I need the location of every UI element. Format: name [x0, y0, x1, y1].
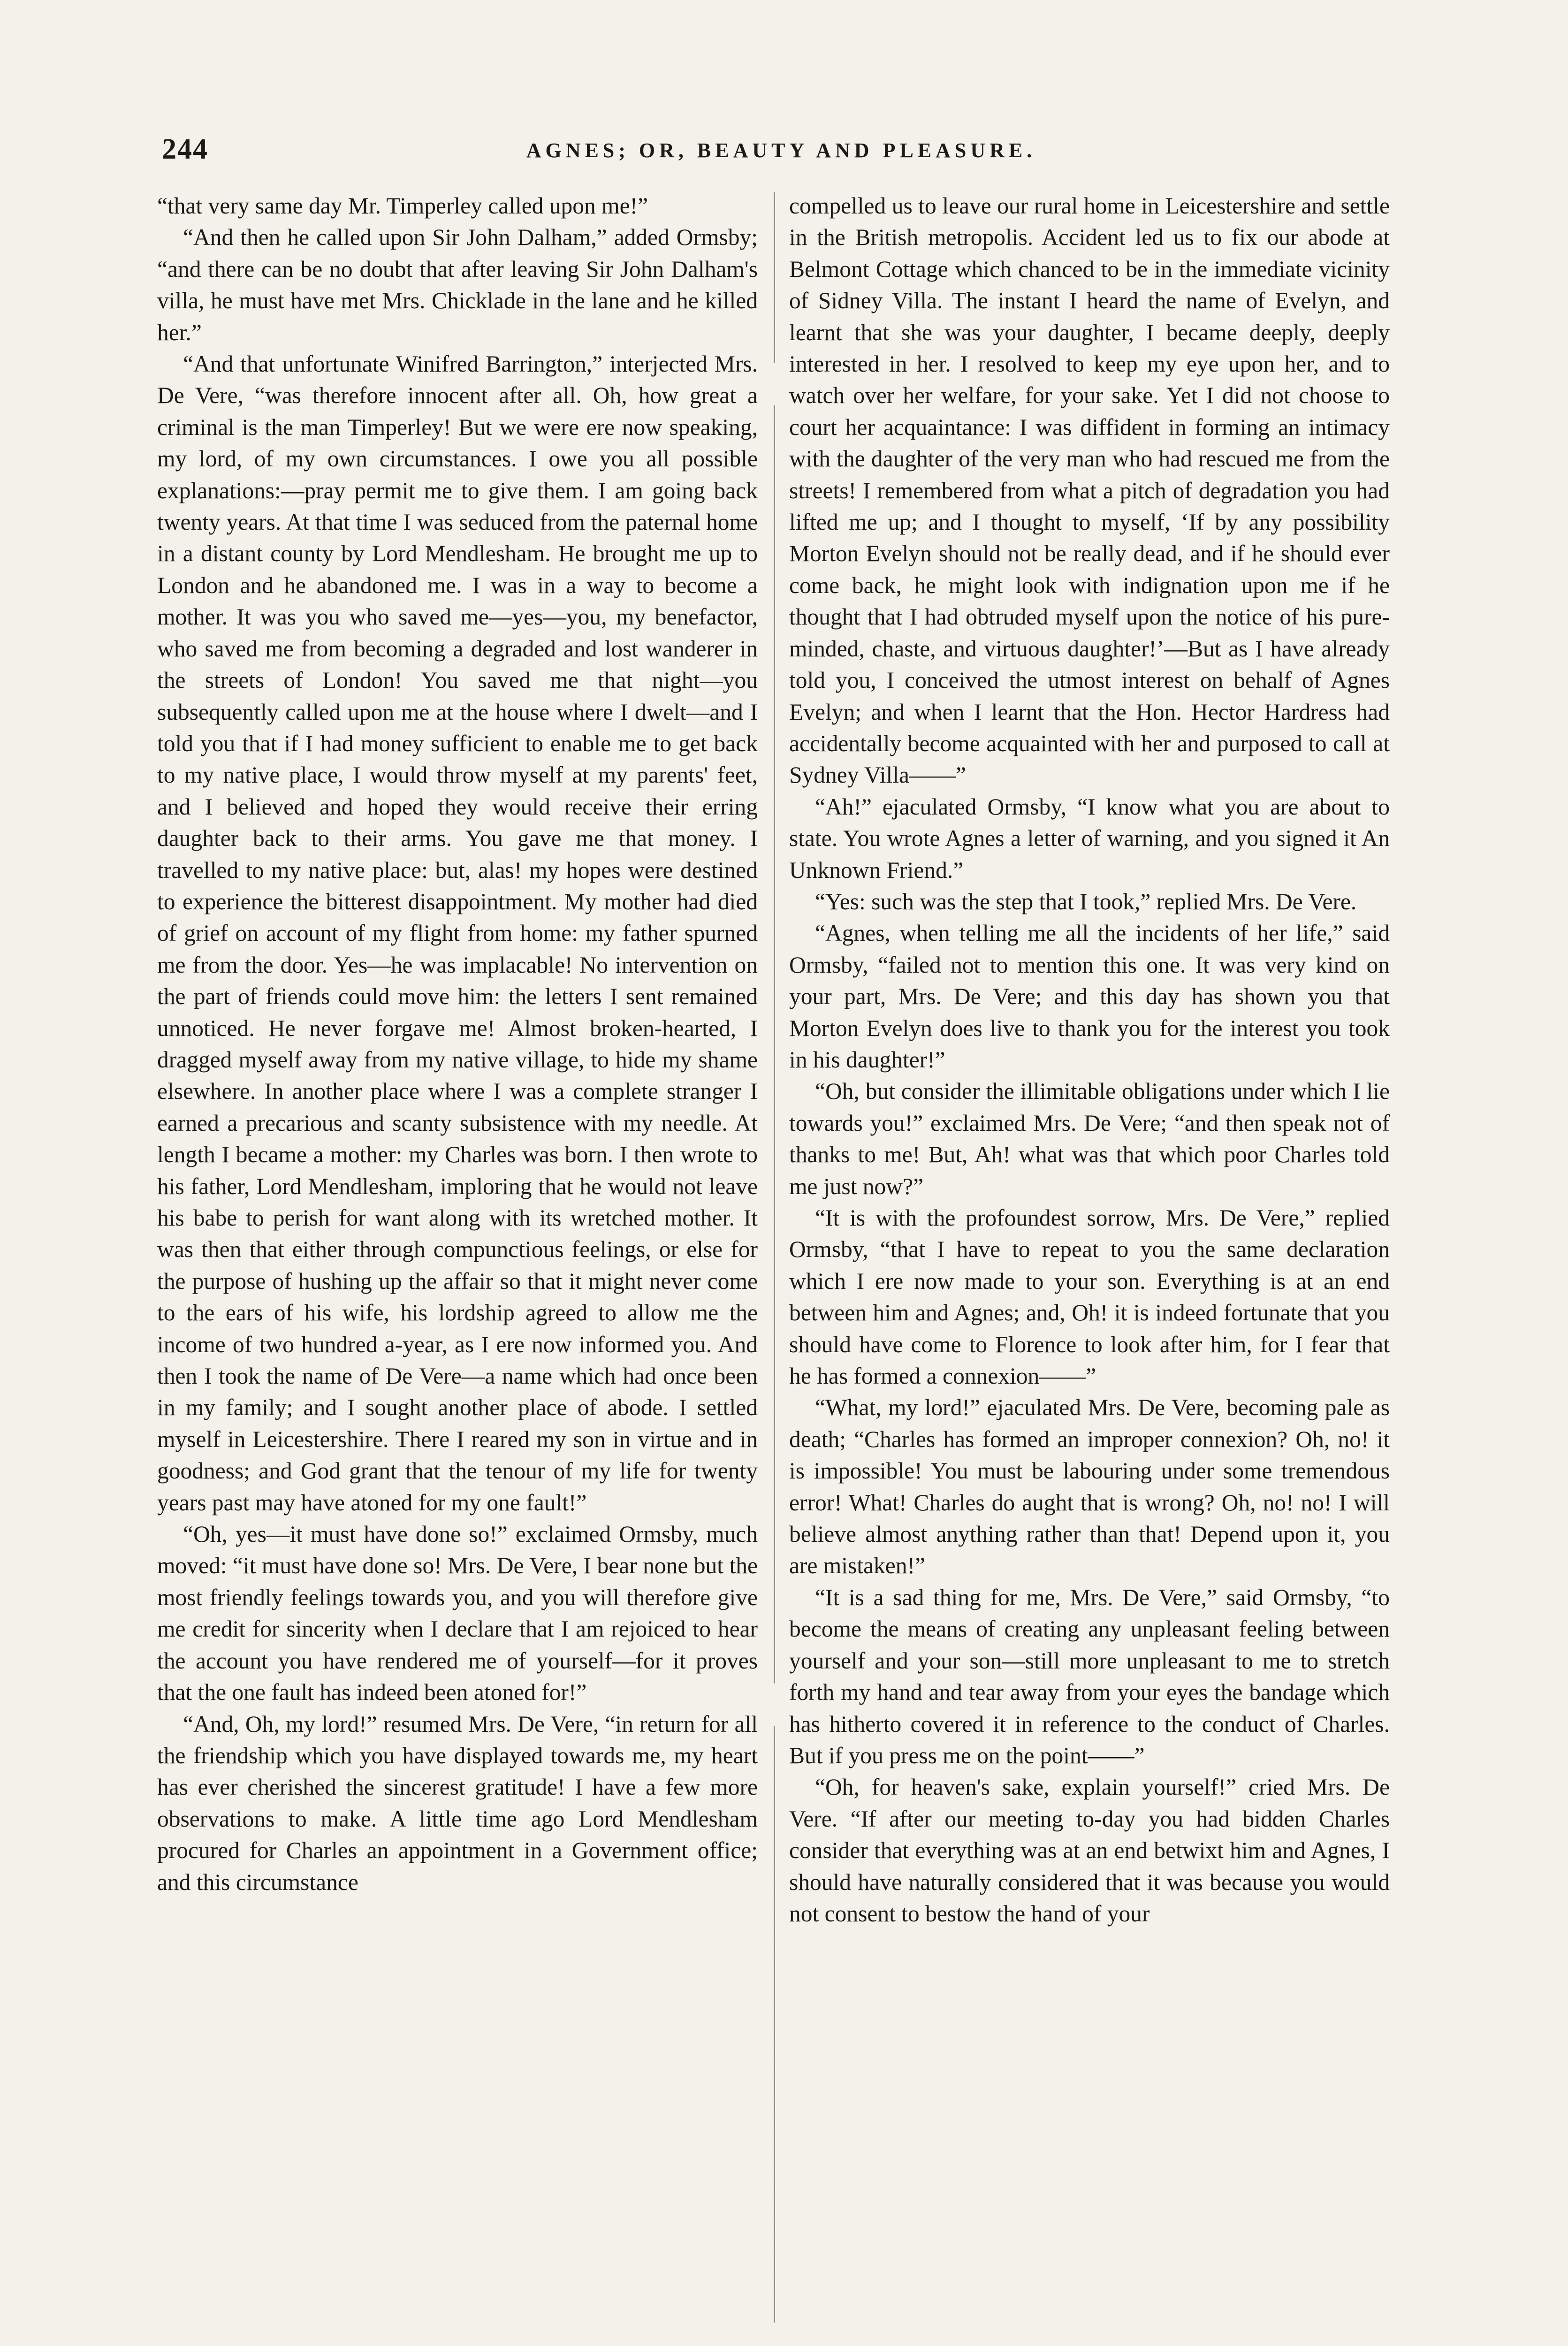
paragraph: “And, Oh, my lord!” resumed Mrs. De Vere, “in return for all the friendship which you have displayed towards me, my heart has ever cherished the sincerest gratitude! I have a few more observations to make. A little time ago Lord Mendlesham procured for Charles an appointment in a Government office; and this circumstance [157, 1711, 758, 1895]
paragraph: “What, my lord!” ejaculated Mrs. De Vere, becoming pale as death; “Charles has formed an improper connexion? Oh, no! it is impossible! You must be labouring under some tremendous error! What! Charles do aught that is wrong? Oh, no! no! I will believe almost anything rather than that! Depend upon it, you are mistaken!” [789, 1394, 1390, 1579]
running-title: AGNES; OR, BEAUTY AND PLEASURE. [526, 139, 1036, 162]
right-column [789, 190, 1390, 1929]
paragraph: “And then he called upon Sir John Dalham,” added Ormsby; “and there can be no doubt that after leaving Sir John Dalham's villa, he must have met Mrs. Chicklade in the lane and he killed her.” [157, 224, 758, 345]
paragraph: “It is with the profoundest sorrow, Mrs. De Vere,” replied Ormsby, “that I have to repeat to you the same declaration which I ere now made to your son. Everything is at an end between him and Agnes; and, Oh! it is indeed fortunate that you should have come to Florence to look after him, for I fear that he has formed a connexion——” [789, 1205, 1390, 1389]
page-header [162, 133, 1401, 166]
paragraph: “It is a sad thing for me, Mrs. De Vere,” said Ormsby, “to become the means of creating any unpleasant feeling between yourself and your son—still more unpleasant to me to stretch forth my hand and tear away from your eyes the bandage which has hitherto covered it in reference to the conduct of Charles. But if you press me on the point——” [789, 1584, 1390, 1768]
paragraph: “Yes: such was the step that I took,” replied Mrs. De Vere. [815, 888, 1357, 914]
paragraph: “Oh, for heaven's sake, explain yourself!” cried Mrs. De Vere. “If after our meeting to-day you had bidden Charles consider that everything was at an end betwixt him and Agnes, I should have naturally considered that it was because you would not consent to bestow the hand of your [789, 1774, 1390, 1927]
paragraph: “Oh, yes—it must have done so!” exclaimed Ormsby, much moved: “it must have done so! Mrs. De Vere, I bear none but the most friendly feelings towards you, and you will therefore give me credit for sincerity when I declare that I am rejoiced to hear the account you have rendered me of yourself—for it proves that the one fault has indeed been atoned for!” [157, 1521, 758, 1706]
paragraph: “And that unfortunate Winifred Barrington,” interjected Mrs. De Vere, “was therefore innocent after all. Oh, how great a criminal is the man Timperley! But we were ere now speaking, my lord, of my own circumstances. I owe you all possible explanations:—pray permit me to give them. I am going back twenty years. At that time I was seduced from the paternal home in a distant county by Lord Mendlesham. He brought me up to London and he abandoned me. I was in a way to become a mother. It was you who saved me—yes—you, my benefactor, who saved me from becoming a degraded and lost wanderer in the streets of London! You saved me that night—you subsequently called upon me at the house where I dwelt—and I told you that if I had money sufficient to enable me to get back to my native place, I would throw myself at my parents' feet, and I believed and hoped they would receive their erring daughter back to their arms. You gave me that money. I travelled to my native place: but, alas! my hopes were destined to experience the bitterest disappointment. My mother had died of grief on account of my flight from home: my father spurned me from the door. Yes—he was implacable! No intervention on the part of friends could move him: the letters I sent remained unnoticed. He never forgave me! Almost broken-hearted, I dragged myself away from my native village, to hide my shame elsewhere. In another place where I was a complete stranger I earned a precarious and scanty subsistence with my needle. At length I became a mother: my Charles was born. I then wrote to his father, Lord Mendlesham, imploring that he would not leave his babe to perish for want along with its wretched mother. It was then that either through compunctious feelings, or else for the purpose of hushing up the affair so that it might never come to the ears of his wife, his lordship agreed to allow me the income of two hundred a-year, as I ere now informed you. And then I took the name of De Vere—a name which had once been in my family; and I sought another place of abode. I settled myself in Leicestershire. There I reared my son in virtue and in goodness; and God grant that the tenour of my life for twenty years past may have atoned for my one fault!” [157, 351, 758, 1516]
paragraph: “that very same day Mr. Timperley called upon me!” [157, 193, 648, 219]
paragraph: compelled us to leave our rural home in Leicestershire and settle in the British metropolis. Accident led us to fix our abode at Belmont Cottage which chanced to be in the immediate vicinity of Sidney Villa. The instant I heard the name of Evelyn, and learnt that she was your daughter, I became deeply, deeply interested in her. I resolved to keep my eye upon her, and to watch over her welfare, for your sake. Yet I did not choose to court her acquaintance: I was diffident in forming an intimacy with the daughter of the very man who had rescued me from the streets! I remembered from what a pitch of degradation you had lifted me up; and I thought to myself, ‘If by any possibility Morton Evelyn should not be really dead, and if he should ever come back, he might look with indignation upon me if he thought that I had obtruded myself upon the notice of his pure-minded, chaste, and virtuous daughter!’—But as I have already told you, I conceived the utmost interest on behalf of Agnes Evelyn; and when I learnt that the Hon. Hector Hardress had accidentally become acquainted with her and purposed to call at Sydney Villa——” [789, 193, 1390, 788]
page-number: 244 [162, 133, 208, 165]
paragraph: “Ah!” ejaculated Ormsby, “I know what you are about to state. You wrote Agnes a letter of warning, and you signed it An Unknown Friend.” [789, 793, 1390, 883]
left-column [157, 190, 758, 1898]
paragraph: “Oh, but consider the illimitable obligations under which I lie towards you!” exclaimed Mrs. De Vere; “and then speak not of thanks to me! But, Ah! what was that which poor Charles told me just now?” [789, 1078, 1390, 1199]
column-divider [774, 192, 775, 2323]
paragraph: “Agnes, when telling me all the incidents of her life,” said Ormsby, “failed not to mention this one. It was very kind on your part, Mrs. De Vere; and this day has shown you that Morton Evelyn does live to thank you for the interest you took in his daughter!” [789, 920, 1390, 1073]
